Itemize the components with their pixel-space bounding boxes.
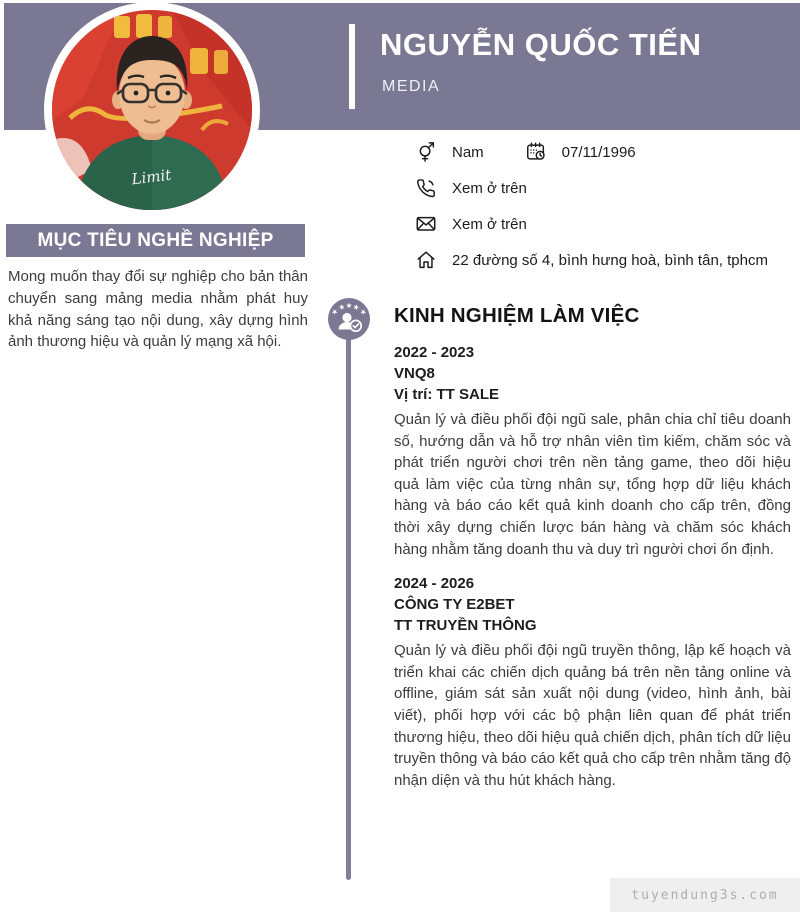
gender-icon [415,141,437,163]
contact-row-email [415,213,793,235]
home-icon [415,249,437,271]
contact-section [415,141,793,271]
experience-entry [394,342,791,560]
contact-row-phone [415,177,793,199]
experience-entry [394,573,791,791]
contact-row-address [415,249,793,271]
calendar-icon [525,141,547,163]
entry-description: Quản lý và điều phối đội ngũ truyền thông, lập kế hoạch và triển khai các chiến dịch quảng bá trên nền tảng online và offline, giám sát sản xuất nội dung (video, hình ảnh, bài viết), phối hợp với các bộ phận liên quan để phát triển thương hiệu, theo dõi hiệu quả chiến dịch, phân tích dữ liệu truyền thông và báo cáo kết quả cho cấp trên nhằm tăng độ nhận diện và thu hút khách hàng. [394,642,791,789]
svg-text:★: ★ [345,301,353,310]
contact-row-gender-dob [415,141,793,163]
objective-text: Mong muốn thay đổi sự nghiệp cho bản thân chuyển sang mảng media nhằm phát huy khả năng sáng tạo nội dung, xây dựng hình ảnh thương hiệu và quản lý mạng xã hội. [8,268,308,351]
entry-company: VNQ8 [394,365,435,382]
person-title: MEDIA [382,78,441,95]
name-divider [349,24,355,109]
entry-position: TT TRUYỀN THÔNG [394,617,537,635]
watermark: tuyendung3s.com [610,878,800,912]
experience-section-title: KINH NGHIỆM LÀM VIỆC [394,304,640,327]
timeline-line [346,318,351,880]
birthdate-value: 07/11/1996 [561,143,636,161]
entry-period: 2024 - 2026 [394,575,475,593]
mail-icon [415,213,437,235]
svg-text:★: ★ [358,306,369,318]
entry-position: Vị trí: TT SALE [394,386,499,403]
entry-company: CÔNG TY E2BET [394,596,515,614]
address-value: 22 đường số 4, bình hưng hoà, bình tân, tphcm [452,251,768,269]
email-value: Xem ở trên [452,215,527,233]
entry-period: 2022 - 2023 [394,344,475,361]
experience-section [394,303,791,804]
shirt-text: Limit [130,165,173,189]
objective-section-title: MỤC TIÊU NGHỀ NGHIỆP [6,224,305,257]
experience-badge-icon [328,298,370,340]
gender-value: Nam [452,143,484,161]
svg-text:★: ★ [337,301,347,313]
svg-text:★: ★ [329,306,340,318]
profile-photo-illustration [52,10,252,210]
phone-value: Xem ở trên [452,179,527,197]
profile-photo [44,2,260,218]
phone-icon [415,177,437,199]
svg-text:★: ★ [351,301,361,313]
entry-description: Quản lý và điều phối đội ngũ sale, phân chia chỉ tiêu doanh số, hướng dẫn và hỗ trợ nhân viên tìm kiếm, chăm sóc và phát triển người chơi trên nền tảng game, theo dõi hiệu quả làm việc của từng nhân sự, tổng hợp dữ liệu khách hàng và báo cáo kết quả kinh doanh cho cấp trên, đồng thời xây dựng chiến lược bán hàng và chăm sóc khách hàng nhằm tăng doanh thu và duy trì người chơi ổn định. [394,411,791,558]
person-name: NGUYỄN QUỐC TIẾN [380,27,702,62]
